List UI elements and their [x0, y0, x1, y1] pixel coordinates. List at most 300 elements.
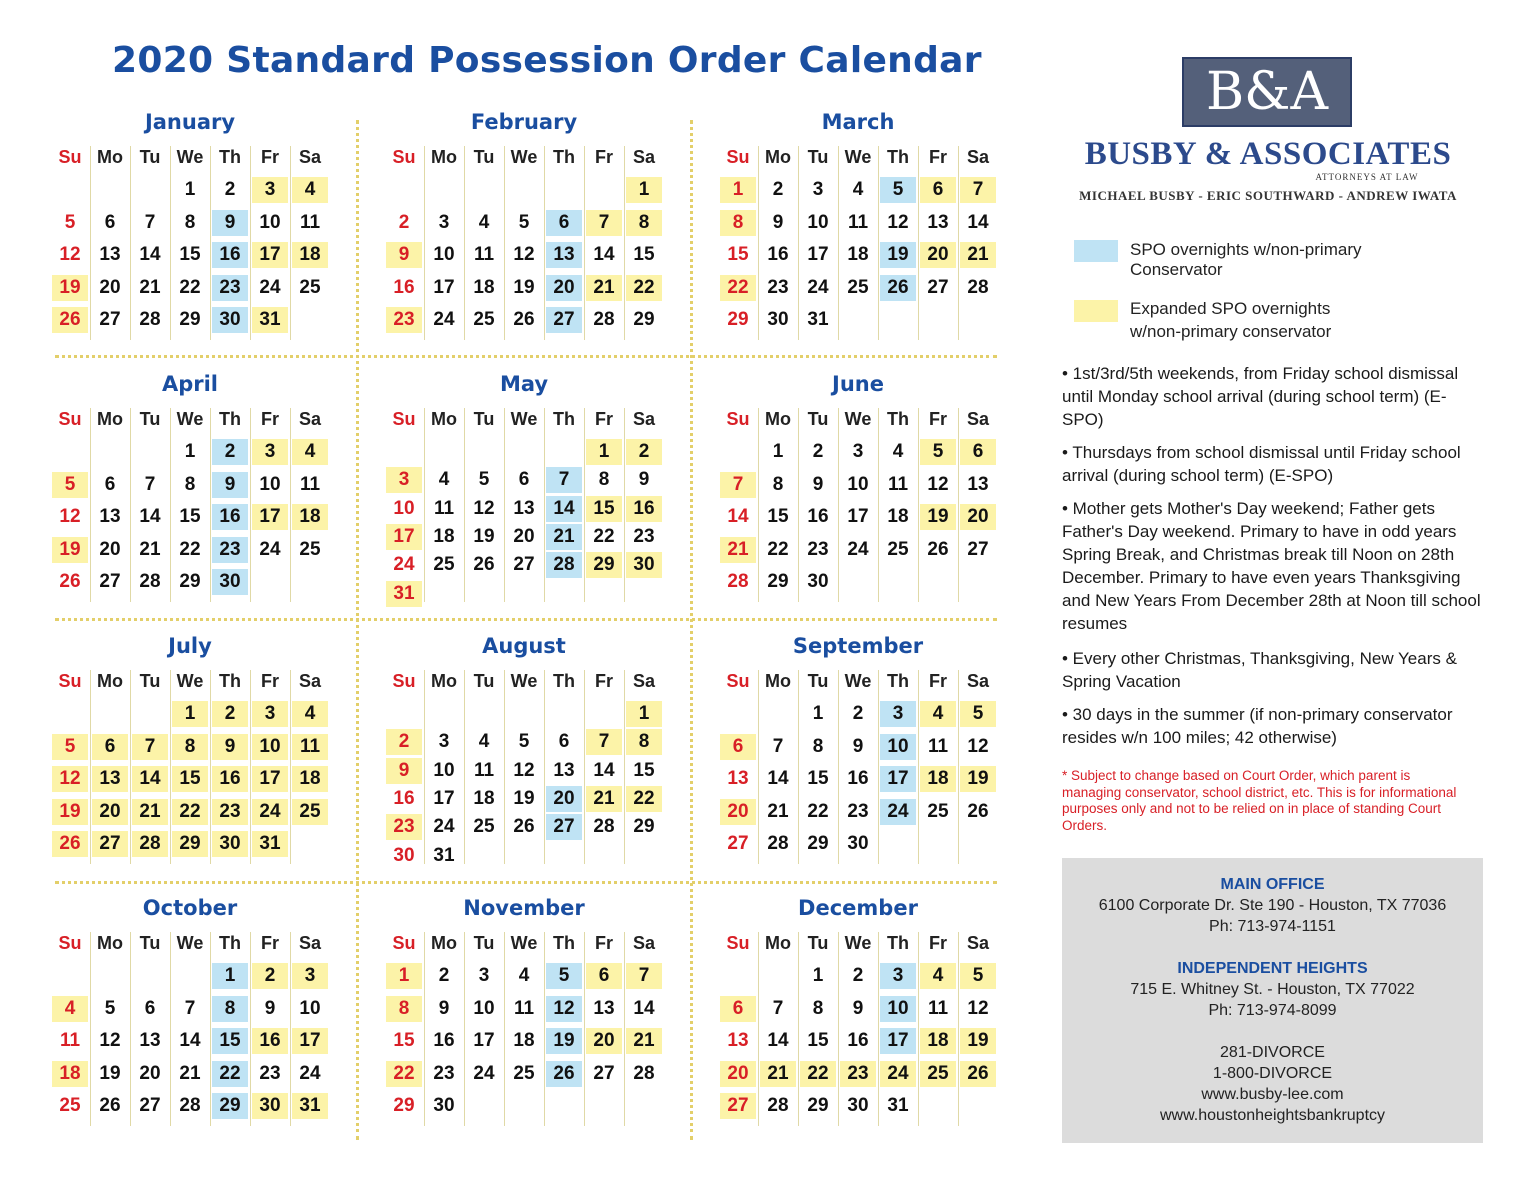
day-cell: 21	[633, 1030, 655, 1051]
note-summer: • 30 days in the summer (if non-primary conservator resides w/n 100 miles; 42 otherwise)	[1062, 705, 1453, 747]
day-cell: 20	[99, 800, 121, 822]
day-cell: 28	[139, 309, 161, 330]
weekday-label: Mo	[431, 147, 457, 167]
day-cell: 5	[518, 731, 530, 753]
month-name: February	[470, 110, 578, 134]
day-cell: 22	[179, 800, 201, 822]
day-cell: 23	[219, 276, 241, 298]
day-cell: 27	[99, 309, 121, 330]
day-cell: 27	[513, 554, 535, 576]
weekday-label: We	[176, 671, 204, 691]
month-september	[718, 634, 998, 874]
day-cell: 16	[767, 244, 789, 265]
day-cell: 8	[812, 735, 824, 757]
day-cell: 21	[767, 800, 789, 822]
day-cell: 24	[259, 276, 281, 298]
day-cell: 25	[927, 1062, 949, 1084]
day-cell: 18	[433, 525, 455, 547]
weekday-label: Su	[392, 409, 416, 429]
day-cell: 29	[767, 571, 789, 592]
day-cell: 3	[264, 441, 276, 462]
day-cell: 14	[767, 1030, 789, 1051]
day-cell: 24	[887, 1062, 909, 1084]
day-cell: 10	[433, 759, 455, 781]
weekday-label: Th	[887, 147, 909, 167]
phone-divorce: 281-DIVORCE	[1220, 1044, 1325, 1061]
legend-blue-swatch	[1074, 240, 1118, 262]
day-cell: 22	[393, 1062, 415, 1084]
day-cell: 9	[438, 997, 450, 1019]
weekday-label: We	[176, 933, 204, 953]
day-cell: 15	[807, 768, 829, 789]
day-cell: 6	[732, 997, 744, 1019]
day-cell: 11	[299, 473, 321, 495]
day-cell: 23	[847, 800, 869, 822]
day-cell: 24	[433, 816, 455, 838]
day-cell: 8	[732, 211, 744, 233]
day-cell: 19	[553, 1030, 575, 1051]
day-cell: 21	[767, 1062, 789, 1084]
day-cell: 6	[104, 473, 116, 495]
day-cell: 24	[433, 309, 455, 330]
day-cell: 4	[932, 703, 944, 724]
weekday-label: Tu	[473, 671, 495, 691]
day-cell: 23	[433, 1062, 455, 1084]
day-cell: 1	[638, 179, 650, 200]
day-cell: 23	[807, 538, 829, 560]
day-cell: 27	[727, 833, 749, 854]
day-cell: 26	[553, 1062, 575, 1084]
day-cell: 3	[304, 965, 316, 986]
day-cell: 5	[478, 469, 490, 491]
weekday-label: Sa	[966, 933, 990, 953]
day-cell: 19	[59, 538, 81, 560]
weekday-label: Fr	[261, 671, 279, 691]
day-cell: 17	[807, 244, 829, 265]
day-cell: 14	[139, 244, 161, 265]
day-cell: 16	[847, 1030, 869, 1051]
day-cell: 20	[99, 276, 121, 298]
day-cell: 31	[393, 582, 415, 604]
day-cell: 1	[732, 179, 744, 200]
month-august	[384, 634, 664, 874]
day-cell: 30	[219, 833, 241, 854]
day-cell: 26	[99, 1095, 121, 1116]
day-cell: 10	[393, 497, 415, 519]
firm-subtitle: ATTORNEYS AT LAW	[1315, 172, 1419, 182]
day-cell: 5	[932, 441, 944, 462]
month-october	[50, 896, 330, 1136]
website-bankruptcy-link[interactable]: www.houstonheightsbankruptcy	[1159, 1107, 1386, 1124]
day-cell: 14	[139, 768, 161, 789]
day-cell: 20	[139, 1062, 161, 1084]
day-cell: 2	[852, 703, 864, 724]
day-cell: 10	[299, 997, 321, 1019]
day-cell: 23	[393, 309, 415, 330]
day-cell: 30	[219, 571, 241, 592]
day-cell: 18	[927, 1030, 949, 1051]
day-cell: 5	[972, 965, 984, 986]
day-cell: 10	[259, 473, 281, 495]
day-cell: 4	[304, 441, 316, 462]
day-cell: 28	[139, 571, 161, 592]
day-cell: 8	[398, 997, 410, 1019]
day-cell: 19	[473, 525, 495, 547]
day-cell: 28	[633, 1062, 655, 1084]
day-cell: 21	[593, 276, 615, 298]
day-cell: 20	[99, 538, 121, 560]
day-cell: 25	[299, 276, 321, 298]
day-cell: 14	[727, 506, 749, 527]
day-cell: 18	[847, 244, 869, 265]
day-cell: 16	[847, 768, 869, 789]
day-cell: 3	[398, 469, 410, 491]
day-cell: 3	[478, 965, 490, 986]
day-cell: 18	[927, 768, 949, 789]
day-cell: 12	[927, 473, 949, 495]
weekday-label: We	[176, 147, 204, 167]
weekday-label: Sa	[966, 671, 990, 691]
day-cell: 23	[219, 538, 241, 560]
day-cell: 18	[59, 1062, 81, 1084]
weekday-label: Su	[726, 671, 750, 691]
ih-office-address: 715 E. Whitney St. - Houston, TX 77022	[1130, 981, 1415, 998]
weekday-label: Su	[392, 147, 416, 167]
day-cell: 2	[398, 731, 410, 753]
weekday-label: Tu	[473, 933, 495, 953]
day-cell: 17	[393, 525, 415, 547]
day-cell: 29	[727, 309, 749, 330]
day-cell: 31	[299, 1095, 321, 1116]
weekday-label: Sa	[298, 933, 322, 953]
day-cell: 6	[598, 965, 610, 986]
weekday-label: Mo	[97, 671, 123, 691]
weekday-label: Th	[219, 671, 241, 691]
day-cell: 6	[518, 469, 530, 491]
day-cell: 3	[264, 703, 276, 724]
day-cell: 25	[513, 1062, 535, 1084]
day-cell: 30	[219, 309, 241, 330]
weekday-label: Su	[392, 671, 416, 691]
day-cell: 22	[633, 787, 655, 809]
day-cell: 14	[139, 506, 161, 527]
weekday-label: Mo	[97, 933, 123, 953]
legend-yellow-swatch	[1074, 300, 1118, 322]
day-cell: 26	[513, 309, 535, 330]
weekday-label: Sa	[966, 147, 990, 167]
day-cell: 22	[767, 538, 789, 560]
day-cell: 10	[259, 211, 281, 233]
day-cell: 10	[259, 735, 281, 757]
day-cell: 25	[299, 800, 321, 822]
logo-monogram-box	[1182, 57, 1352, 127]
weekday-label: Mo	[431, 409, 457, 429]
day-cell: 16	[393, 276, 415, 298]
day-cell: 9	[224, 211, 236, 233]
day-cell: 30	[393, 844, 415, 866]
day-cell: 9	[852, 735, 864, 757]
day-cell: 22	[179, 538, 201, 560]
day-cell: 13	[967, 473, 989, 495]
day-cell: 4	[518, 965, 530, 986]
day-cell: 16	[433, 1030, 455, 1051]
month-january	[50, 110, 330, 350]
weekday-label: Th	[553, 409, 575, 429]
day-cell: 5	[972, 703, 984, 724]
weekday-label: Tu	[139, 147, 161, 167]
day-cell: 19	[99, 1062, 121, 1084]
day-cell: 20	[553, 787, 575, 809]
day-cell: 6	[104, 211, 116, 233]
day-cell: 19	[513, 787, 535, 809]
day-cell: 11	[473, 759, 495, 781]
day-cell: 7	[598, 731, 610, 753]
day-cell: 9	[398, 759, 410, 781]
day-cell: 17	[887, 768, 909, 789]
weekday-label: Mo	[765, 147, 791, 167]
weekday-label: Tu	[473, 147, 495, 167]
day-cell: 3	[264, 179, 276, 200]
weekday-label: Fr	[261, 933, 279, 953]
weekday-label: We	[844, 671, 872, 691]
attorney-names: MICHAEL BUSBY - ERIC SOUTHWARD - ANDREW IWATA	[1079, 188, 1457, 203]
day-cell: 21	[139, 276, 161, 298]
day-cell: 21	[593, 787, 615, 809]
month-name: April	[161, 372, 219, 396]
day-cell: 28	[553, 554, 575, 576]
weekday-label: Sa	[298, 671, 322, 691]
day-cell: 18	[513, 1030, 535, 1051]
day-cell: 19	[887, 244, 909, 265]
weekday-label: Mo	[431, 671, 457, 691]
day-cell: 21	[139, 800, 161, 822]
weekday-label: We	[510, 671, 538, 691]
note-alternating: • Every other Christmas, Thanksgiving, New Years & Spring Vacation	[1062, 649, 1457, 691]
month-name: December	[798, 896, 918, 920]
day-cell: 8	[184, 735, 196, 757]
day-cell: 5	[64, 473, 76, 495]
month-name: October	[142, 896, 238, 920]
day-cell: 24	[393, 554, 415, 576]
day-cell: 9	[224, 473, 236, 495]
day-cell: 13	[553, 244, 575, 265]
day-cell: 1	[398, 965, 410, 986]
weekday-label: Mo	[765, 933, 791, 953]
day-cell: 16	[633, 497, 655, 519]
day-cell: 15	[179, 244, 201, 265]
day-cell: 21	[139, 538, 161, 560]
weekday-label: Mo	[97, 409, 123, 429]
ih-office-heading: INDEPENDENT HEIGHTS	[1177, 960, 1368, 977]
day-cell: 12	[473, 497, 495, 519]
day-cell: 16	[259, 1030, 281, 1051]
month-name: May	[499, 372, 549, 396]
month-name: June	[832, 372, 884, 396]
day-cell: 31	[807, 309, 829, 330]
day-cell: 29	[807, 833, 829, 854]
day-cell: 12	[513, 244, 535, 265]
day-cell: 16	[393, 787, 415, 809]
weekday-label: Th	[219, 147, 241, 167]
day-cell: 12	[887, 211, 909, 233]
month-july	[50, 634, 330, 874]
day-cell: 30	[259, 1095, 281, 1116]
weekday-label: Th	[219, 409, 241, 429]
day-cell: 11	[887, 473, 909, 495]
day-cell: 7	[732, 473, 744, 495]
day-cell: 13	[553, 759, 575, 781]
weekday-label: Mo	[765, 409, 791, 429]
day-cell: 2	[398, 211, 410, 233]
note-weekends: • 1st/3rd/5th weekends, from Friday school dismissal until Monday school arrival (during school term) (E-SPO)	[1062, 364, 1459, 429]
weekday-label: Mo	[765, 671, 791, 691]
page-title: 2020 Standard Possession Order Calendar	[112, 40, 982, 81]
day-cell: 28	[967, 276, 989, 298]
day-cell: 29	[593, 554, 615, 576]
day-cell: 11	[299, 211, 321, 233]
day-cell: 28	[767, 1095, 789, 1116]
weekday-label: Fr	[261, 147, 279, 167]
day-cell: 13	[99, 244, 121, 265]
weekday-label: Fr	[929, 147, 947, 167]
day-cell: 14	[593, 759, 615, 781]
weekday-label: Th	[553, 147, 575, 167]
day-cell: 12	[59, 244, 81, 265]
day-cell: 9	[224, 735, 236, 757]
day-cell: 22	[219, 1062, 241, 1084]
day-cell: 12	[59, 768, 81, 789]
day-cell: 13	[727, 1030, 749, 1051]
day-cell: 5	[104, 997, 116, 1019]
day-cell: 12	[553, 997, 575, 1019]
day-cell: 3	[438, 731, 450, 753]
day-cell: 14	[633, 997, 655, 1019]
month-name: July	[168, 634, 212, 658]
weekday-label: Su	[392, 933, 416, 953]
day-cell: 29	[393, 1095, 415, 1116]
day-cell: 27	[139, 1095, 161, 1116]
day-cell: 27	[99, 833, 121, 854]
day-cell: 4	[478, 211, 490, 233]
day-cell: 1	[184, 179, 196, 200]
day-cell: 15	[219, 1030, 241, 1051]
weekday-label: Sa	[966, 409, 990, 429]
weekday-label: Fr	[595, 147, 613, 167]
weekday-label: Su	[58, 933, 82, 953]
day-cell: 12	[59, 506, 81, 527]
day-cell: 2	[812, 441, 824, 462]
day-cell: 25	[887, 538, 909, 560]
day-cell: 6	[932, 179, 944, 200]
weekday-label: Tu	[807, 147, 829, 167]
day-cell: 22	[633, 276, 655, 298]
weekday-label: We	[510, 933, 538, 953]
month-name: March	[821, 110, 895, 134]
weekday-label: Th	[219, 933, 241, 953]
day-cell: 27	[727, 1095, 749, 1116]
day-cell: 9	[812, 473, 824, 495]
day-cell: 9	[398, 244, 410, 265]
weekday-label: Su	[58, 671, 82, 691]
day-cell: 7	[638, 965, 650, 986]
day-cell: 26	[967, 1062, 989, 1084]
day-cell: 20	[927, 244, 949, 265]
day-cell: 13	[99, 506, 121, 527]
day-cell: 24	[887, 800, 909, 822]
row-separator	[55, 618, 997, 621]
day-cell: 8	[812, 997, 824, 1019]
day-cell: 19	[967, 768, 989, 789]
weekday-label: Fr	[929, 671, 947, 691]
day-cell: 6	[972, 441, 984, 462]
day-cell: 18	[299, 768, 321, 789]
weekday-label: Sa	[632, 409, 656, 429]
day-cell: 30	[633, 554, 655, 576]
weekday-label: Fr	[261, 409, 279, 429]
day-cell: 9	[638, 469, 650, 491]
day-cell: 28	[727, 571, 749, 592]
day-cell: 11	[473, 244, 495, 265]
website-link[interactable]: www.busby-lee.com	[1201, 1086, 1344, 1103]
day-cell: 25	[847, 276, 869, 298]
day-cell: 19	[513, 276, 535, 298]
day-cell: 24	[259, 800, 281, 822]
day-cell: 7	[144, 473, 156, 495]
month-december	[718, 896, 998, 1136]
day-cell: 2	[264, 965, 276, 986]
day-cell: 13	[593, 997, 615, 1019]
weekday-label: Th	[887, 933, 909, 953]
day-cell: 13	[927, 211, 949, 233]
day-cell: 26	[59, 571, 81, 592]
day-cell: 7	[772, 735, 784, 757]
day-cell: 30	[847, 833, 869, 854]
day-cell: 10	[847, 473, 869, 495]
month-may	[384, 372, 664, 612]
day-cell: 1	[224, 965, 236, 986]
day-cell: 8	[184, 473, 196, 495]
legend-yellow-text-1: Expanded SPO overnights	[1130, 299, 1331, 318]
day-cell: 4	[64, 997, 76, 1019]
day-cell: 12	[513, 759, 535, 781]
day-cell: 14	[967, 211, 989, 233]
main-office-heading: MAIN OFFICE	[1220, 876, 1325, 893]
day-cell: 28	[139, 833, 161, 854]
day-cell: 27	[967, 538, 989, 560]
day-cell: 24	[473, 1062, 495, 1084]
day-cell: 24	[259, 538, 281, 560]
day-cell: 31	[887, 1095, 909, 1116]
disclaimer: * Subject to change based on Court Order, which parent is managing conservator, school district, etc. This is for informational purposes only and not to be relied on in place of standing Court Orders.	[1062, 768, 1457, 833]
legend-blue-text: SPO overnights w/non-primary Conservator	[1130, 240, 1362, 279]
weekday-label: We	[510, 409, 538, 429]
main-office-address: 6100 Corporate Dr. Ste 190 - Houston, TX 77036	[1098, 897, 1447, 914]
row-separator	[55, 881, 997, 884]
day-cell: 30	[807, 571, 829, 592]
day-cell: 4	[932, 965, 944, 986]
day-cell: 17	[433, 787, 455, 809]
day-cell: 11	[927, 735, 949, 757]
day-cell: 11	[847, 211, 869, 233]
day-cell: 23	[767, 276, 789, 298]
day-cell: 27	[99, 571, 121, 592]
day-cell: 7	[144, 735, 156, 757]
weekday-label: Th	[553, 671, 575, 691]
day-cell: 20	[593, 1030, 615, 1051]
day-cell: 17	[847, 506, 869, 527]
weekday-label: Su	[58, 409, 82, 429]
day-cell: 28	[767, 833, 789, 854]
